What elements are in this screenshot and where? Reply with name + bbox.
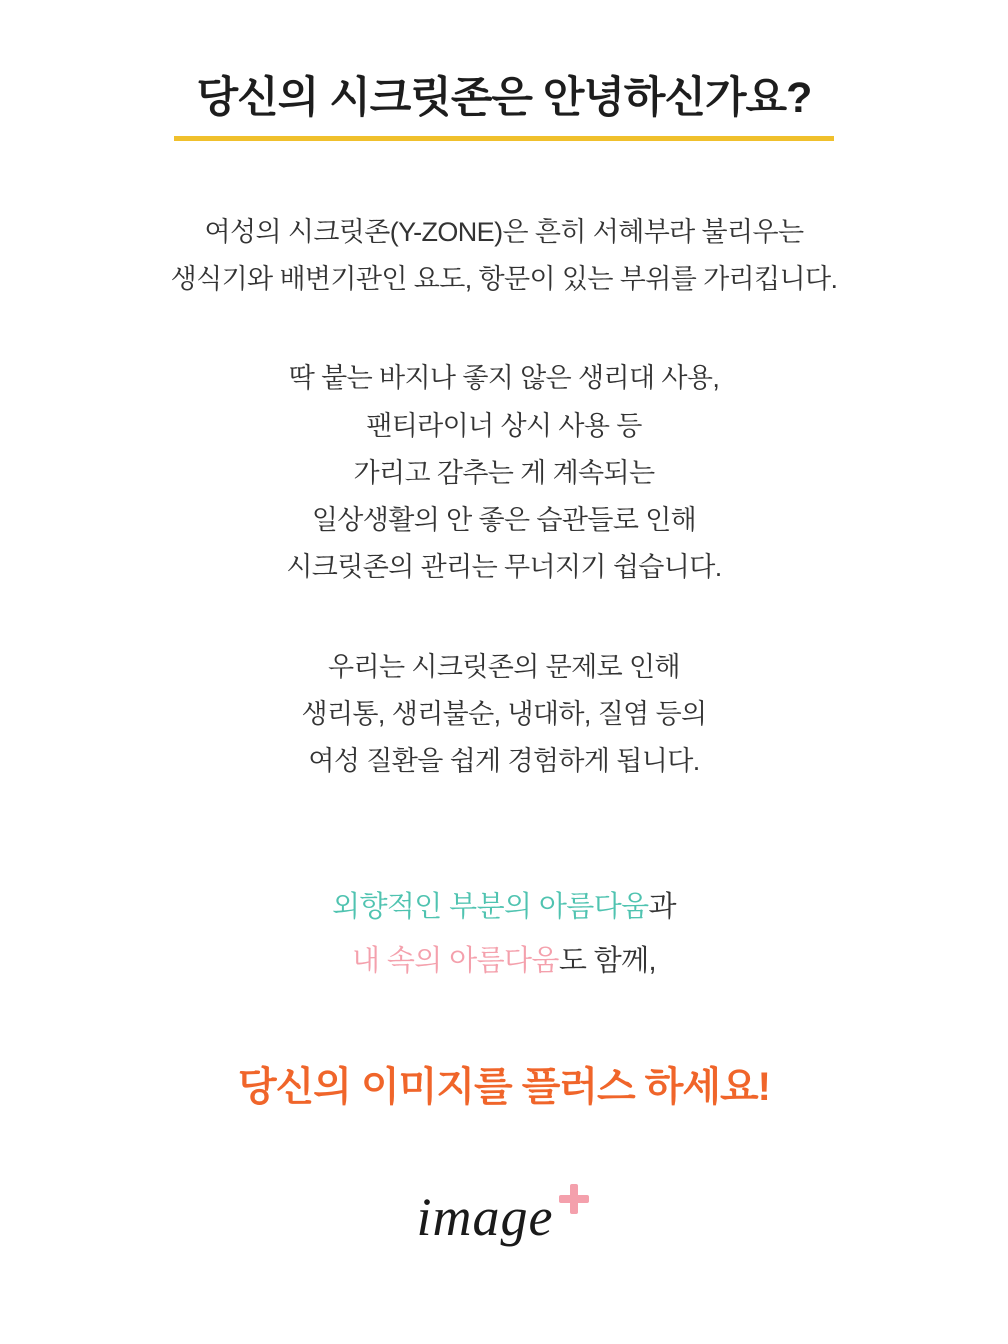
paragraph-line: 생식기와 배변기관인 요도, 항문이 있는 부위를 가리킵니다.	[170, 264, 838, 294]
paragraph-symptoms	[301, 644, 706, 786]
paragraph-line: 시크릿존의 관리는 무너지기 쉽습니다.	[286, 552, 722, 583]
accent-line-inner	[332, 935, 676, 989]
plus-icon	[557, 1182, 591, 1216]
accent-message	[332, 881, 676, 988]
paragraph-line: 딱 붙는 바지나 좋지 않은 생리대 사용,	[288, 363, 720, 394]
page-title: 당신의 시크릿존은 안녕하신가요?	[196, 74, 812, 122]
accent-line-outer	[332, 881, 676, 935]
paragraph-line: 생리통, 생리불순, 냉대하, 질염 등의	[301, 698, 707, 729]
title-underline	[174, 136, 834, 141]
logo-wordmark: image	[416, 1186, 554, 1247]
paragraph-line: 일상생활의 안 좋은 습관들로 인해	[311, 505, 697, 535]
paragraph-line: 팬티라이너 상시 사용 등	[366, 410, 642, 441]
accent-highlight-inner: 내 속의 아름다움	[352, 944, 559, 977]
paragraph-line: 여성의 시크릿존(Y-ZONE)은 흔히 서혜부라 불리우는	[204, 216, 804, 247]
paragraph-line: 가리고 감추는 게 계속되는	[353, 457, 655, 488]
callout-message: 당신의 이미지를 플러스 하세요!	[238, 1064, 770, 1109]
accent-tail-outer: 과	[648, 891, 676, 924]
paragraph-definition	[171, 209, 838, 304]
brand-logo	[416, 1186, 592, 1247]
page-title-block	[174, 72, 834, 141]
paragraph-line: 우리는 시크릿존의 문제로 인해	[328, 651, 680, 682]
paragraph-line: 여성 질환을 쉽게 경험하게 됩니다.	[308, 746, 700, 776]
accent-tail-inner: 도 함께,	[558, 944, 656, 977]
accent-highlight-outer: 외향적인 부분의 아름다움	[332, 891, 649, 924]
paragraph-habits	[286, 355, 721, 591]
